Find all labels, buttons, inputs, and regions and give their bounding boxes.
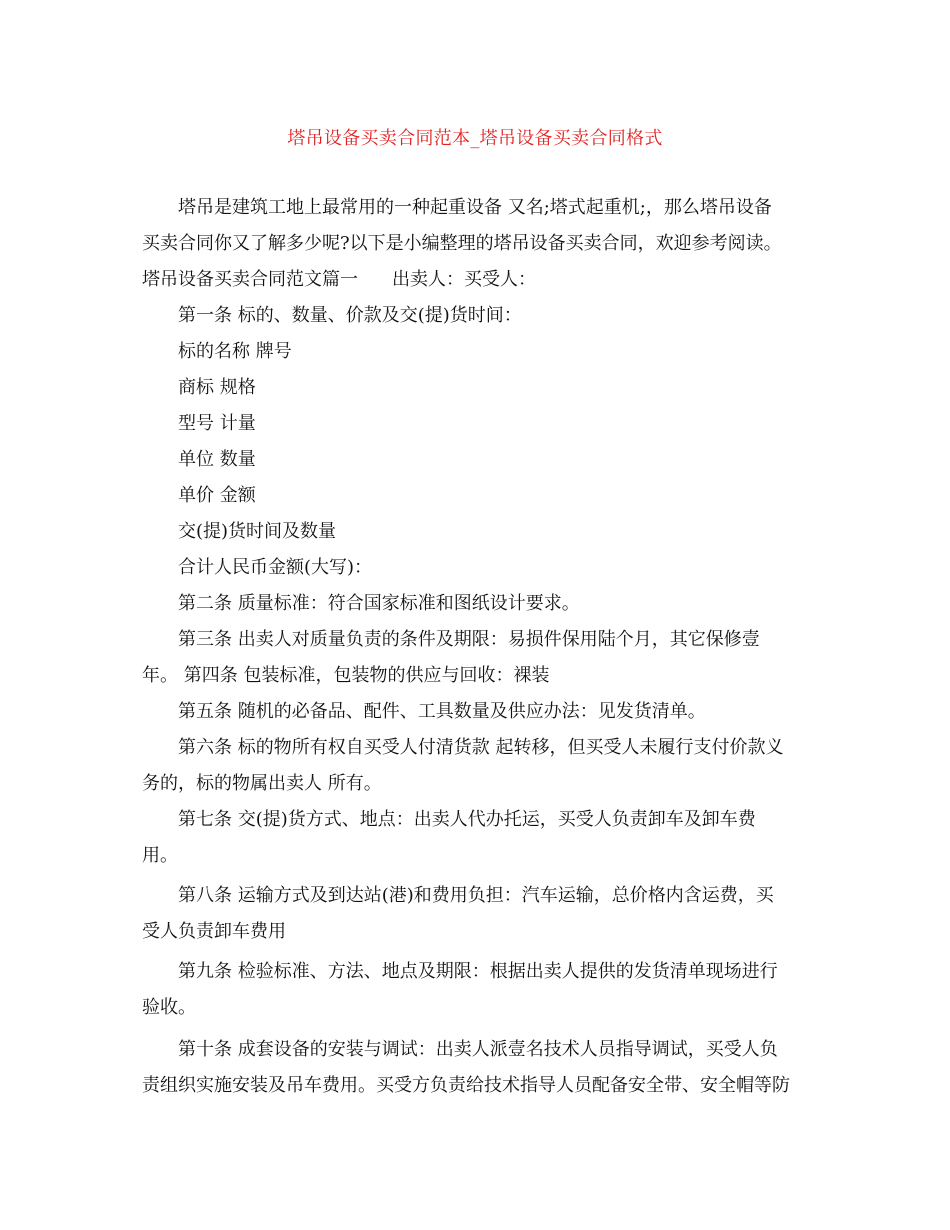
clause-1-row: 合计人民币金额(大写)： xyxy=(178,557,373,578)
clause-6-line-1: 第六条 标的物所有权自买受人付清货款 起转移，但买受人未履行支付价款义 xyxy=(178,737,784,758)
clause-10-line-2: 责组织实施安装及吊车费用。买受方负责给技术指导人员配备安全带、安全帽等防 xyxy=(142,1075,790,1096)
intro-line-3 xyxy=(142,262,807,298)
clause-5: 第五条 随机的必备品、配件、工具数量及供应办法：见发货清单。 xyxy=(178,701,706,722)
clause-2: 第二条 质量标准：符合国家标准和图纸设计要求。 xyxy=(178,593,580,614)
clause-1-row: 单价 金额 xyxy=(178,485,256,506)
clause-9-line-1: 第九条 检验标准、方法、地点及期限：根据出卖人提供的发货清单现场进行 xyxy=(178,961,778,982)
contract-heading: 塔吊设备买卖合同范文篇一 xyxy=(142,269,358,290)
parties-label: 出卖人：买受人： xyxy=(392,269,536,290)
clause-7-line-1: 第七条 交(提)货方式、地点：出卖人代办托运，买受人负责卸车及卸车费 xyxy=(178,809,756,830)
clause-1: 第一条 标的、数量、价款及交(提)货时间： xyxy=(178,305,522,326)
clause-6-line-2: 务的，标的物属出卖人 所有。 xyxy=(142,773,382,794)
clause-8-line-2: 受人负责卸车费用 xyxy=(142,921,286,942)
intro-line-2: 买卖合同你又了解多少呢?以下是小编整理的塔吊设备买卖合同，欢迎参考阅读。 xyxy=(142,233,782,254)
clause-7-line-2: 用。 xyxy=(142,845,178,866)
clause-1-row: 型号 计量 xyxy=(178,413,256,434)
clause-3-line-1: 第三条 出卖人对质量负责的条件及期限：易损件保用陆个月，其它保修壹 xyxy=(178,629,760,650)
clause-1-row: 商标 规格 xyxy=(178,377,256,398)
clause-3-line-2: 年。 第四条 包装标准，包装物的供应与回收：裸装 xyxy=(142,665,550,686)
clause-8-line-1: 第八条 运输方式及到达站(港)和费用负担：汽车运输，总价格内含运费，买 xyxy=(178,885,774,906)
clause-1-row: 单位 数量 xyxy=(178,449,256,470)
clause-9-line-2: 验收。 xyxy=(142,997,196,1018)
document-body xyxy=(142,190,807,1104)
intro-line-1: 塔吊是建筑工地上最常用的一种起重设备 又名;塔式起重机;，那么塔吊设备 xyxy=(178,197,772,218)
document-title: 塔吊设备买卖合同范本_塔吊设备买卖合同格式 xyxy=(287,128,663,149)
clause-1-row: 标的名称 牌号 xyxy=(178,341,292,362)
clause-10-line-1: 第十条 成套设备的安装与调试：出卖人派壹名技术人员指导调试，买受人负 xyxy=(178,1039,778,1060)
clause-1-row: 交(提)货时间及数量 xyxy=(178,521,337,542)
